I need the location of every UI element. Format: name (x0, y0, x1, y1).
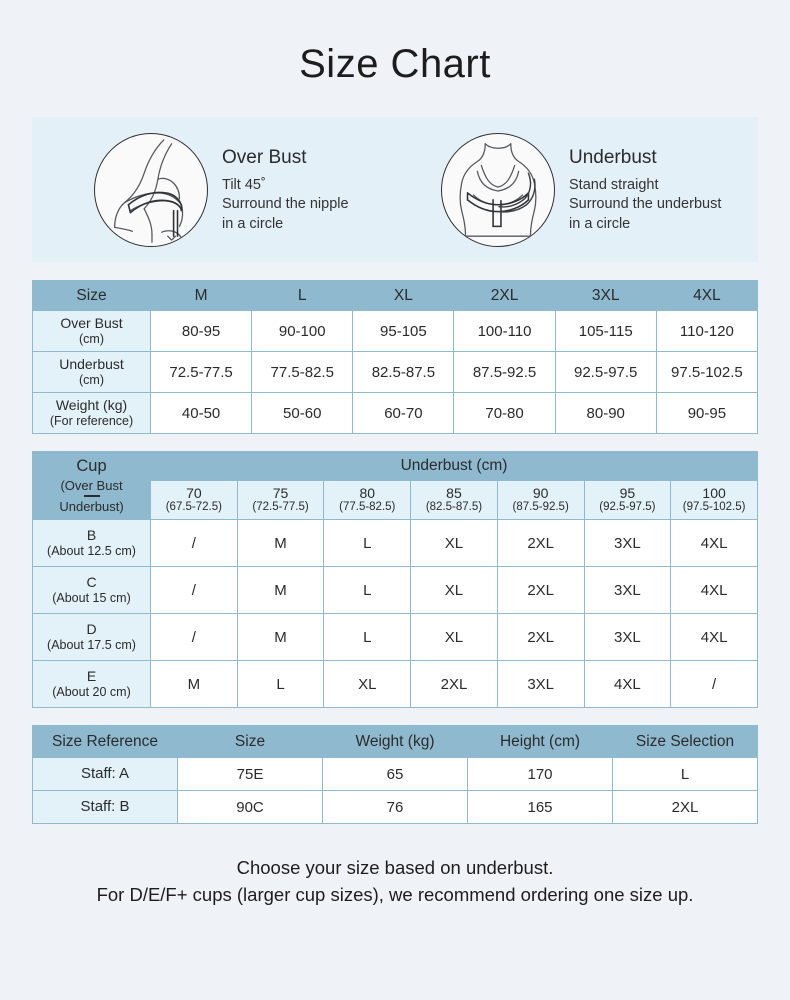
guide-line-1: Tilt 45˚ (222, 177, 266, 194)
row-label-text: Underbust (59, 356, 124, 373)
subheader-size: 95 (619, 485, 636, 502)
subheader-col-90 (497, 481, 584, 520)
cell-weight-4xl: 90-95 (656, 393, 757, 434)
table-header-row (33, 726, 758, 758)
table-row (33, 567, 758, 614)
cell-over-bust-4xl: 110-120 (656, 311, 757, 352)
table-row (33, 352, 758, 393)
corner-line-2: Underbust) (59, 498, 124, 514)
cup-note: (About 12.5 cm) (47, 543, 136, 558)
header-cell-xl: XL (353, 281, 454, 311)
cell-over-bust-xl: 95-105 (353, 311, 454, 352)
cell-e-95: 4XL (584, 661, 671, 708)
guide-line-1: Stand straight (569, 177, 659, 194)
cell-e-75: L (237, 661, 324, 708)
table-header-row (33, 281, 758, 311)
header-cell-2xl: 2XL (454, 281, 555, 311)
subheader-range: (87.5-92.5) (512, 501, 569, 514)
row-label-cup-c (33, 567, 151, 614)
header-cell-size-reference: Size Reference (33, 726, 178, 758)
cell-b-70: / (151, 520, 238, 567)
cell-weight-l: 50-60 (252, 393, 353, 434)
table-row (33, 661, 758, 708)
side-torso-measure-icon (94, 133, 208, 247)
cup-letter: E (86, 668, 97, 685)
cell-staff-a-size: 75E (178, 758, 323, 791)
subheader-col-70 (151, 481, 238, 520)
cup-letter: D (86, 621, 97, 638)
cell-e-85: 2XL (411, 661, 498, 708)
measurement-guide-panel (32, 117, 758, 262)
cell-weight-m: 40-50 (151, 393, 252, 434)
header-cell-weight: Weight (kg) (323, 726, 468, 758)
guide-heading: Underbust (569, 147, 657, 169)
subheader-size: 70 (186, 485, 202, 502)
table-row (33, 614, 758, 661)
subheader-size: 85 (446, 485, 462, 502)
front-torso-measure-icon (441, 133, 555, 247)
cell-over-bust-l: 90-100 (252, 311, 353, 352)
cell-weight-3xl: 80-90 (555, 393, 656, 434)
row-label-unit: (cm) (79, 372, 104, 387)
cell-c-70: / (151, 567, 238, 614)
cell-underbust-2xl: 87.5-92.5 (454, 352, 555, 393)
corner-line-1: (Over Bust (60, 477, 123, 493)
cell-d-85: XL (411, 614, 498, 661)
footer-line-1: Choose your size based on underbust. (236, 857, 554, 878)
row-label-over-bust (33, 311, 151, 352)
corner-cell-cup (33, 452, 151, 520)
size-reference-table (32, 725, 758, 824)
cell-staff-a-weight: 65 (323, 758, 468, 791)
subheader-range: (67.5-72.5) (165, 501, 222, 514)
row-label-cup-d (33, 614, 151, 661)
row-label-text: Over Bust (60, 315, 123, 332)
row-label-cup-b (33, 520, 151, 567)
cell-d-75: M (237, 614, 324, 661)
footer-line-2: For D/E/F+ cups (larger cup sizes), we recommend ordering one size up. (96, 884, 694, 906)
corner-title: Cup (76, 456, 107, 475)
cell-over-bust-3xl: 105-115 (555, 311, 656, 352)
cell-staff-b-selection: 2XL (613, 791, 758, 824)
header-cell-size: Size (178, 726, 323, 758)
guide-text-over-bust (222, 145, 349, 233)
subheader-size: 90 (532, 485, 549, 502)
table-row (33, 393, 758, 434)
subheader-size: 80 (359, 485, 376, 502)
table-row (33, 791, 758, 824)
cell-staff-b-size: 90C (178, 791, 323, 824)
cell-b-85: XL (411, 520, 498, 567)
header-cell-l: L (252, 281, 353, 311)
cell-staff-a-height: 170 (468, 758, 613, 791)
subheader-range: (82.5-87.5) (425, 501, 483, 514)
cell-b-100: 4XL (671, 520, 758, 567)
cup-note: (About 20 cm) (52, 684, 131, 699)
cell-underbust-3xl: 92.5-97.5 (555, 352, 656, 393)
cell-underbust-m: 72.5-77.5 (151, 352, 252, 393)
cup-size-matrix-table (32, 451, 758, 708)
row-label-staff-b: Staff: B (33, 791, 178, 824)
row-label-underbust (33, 352, 151, 393)
cell-underbust-l: 77.5-82.5 (252, 352, 353, 393)
row-label-cup-e (33, 661, 151, 708)
cell-d-90: 2XL (497, 614, 584, 661)
page-title: Size Chart (299, 42, 491, 86)
guide-line-3: in a circle (222, 215, 284, 232)
subheader-col-75 (237, 481, 324, 520)
cell-staff-b-weight: 76 (323, 791, 468, 824)
subheader-col-85 (411, 481, 498, 520)
table-group-header-row (33, 452, 758, 481)
cell-d-95: 3XL (584, 614, 671, 661)
cell-staff-a-selection: L (613, 758, 758, 791)
cell-over-bust-m: 80-95 (151, 311, 252, 352)
guide-line-2: Surround the underbust (569, 196, 722, 213)
guide-line-3: in a circle (569, 215, 631, 232)
subheader-size: 100 (702, 485, 726, 502)
cell-b-95: 3XL (584, 520, 671, 567)
cell-staff-b-height: 165 (468, 791, 613, 824)
cup-note: (About 17.5 cm) (47, 637, 136, 652)
subheader-size: 75 (272, 485, 289, 502)
guide-item-over-bust (32, 133, 411, 247)
cup-note: (About 15 cm) (52, 590, 131, 605)
cup-letter: B (86, 527, 97, 544)
subheader-range: (77.5-82.5) (339, 501, 396, 514)
header-cell-3xl: 3XL (555, 281, 656, 311)
cell-b-75: M (237, 520, 324, 567)
minus-icon (84, 495, 100, 497)
cell-d-70: / (151, 614, 238, 661)
header-cell-size-selection: Size Selection (613, 726, 758, 758)
cell-underbust-4xl: 97.5-102.5 (656, 352, 757, 393)
guide-heading: Over Bust (222, 147, 307, 169)
row-label-weight (33, 393, 151, 434)
cell-weight-2xl: 70-80 (454, 393, 555, 434)
cell-c-80: L (324, 567, 411, 614)
guide-item-underbust (411, 133, 758, 247)
cell-d-100: 4XL (671, 614, 758, 661)
cell-c-95: 3XL (584, 567, 671, 614)
row-label-unit: (cm) (79, 331, 104, 346)
header-cell-size: Size (33, 281, 151, 311)
table-row (33, 311, 758, 352)
cell-over-bust-2xl: 100-110 (454, 311, 555, 352)
table-row (33, 520, 758, 567)
subheader-col-100 (671, 481, 758, 520)
subheader-col-80 (324, 481, 411, 520)
cell-e-80: XL (324, 661, 411, 708)
subheader-col-95 (584, 481, 671, 520)
cell-e-100: / (671, 661, 758, 708)
cell-c-75: M (237, 567, 324, 614)
subheader-range: (72.5-77.5) (252, 501, 309, 514)
subheader-range: (92.5-97.5) (599, 501, 656, 514)
size-measurement-table (32, 280, 758, 434)
table-row (33, 758, 758, 791)
cell-b-90: 2XL (497, 520, 584, 567)
cell-e-70: M (151, 661, 238, 708)
cell-c-100: 4XL (671, 567, 758, 614)
header-cell-4xl: 4XL (656, 281, 757, 311)
footer-notes (32, 841, 758, 909)
group-header-underbust: Underbust (cm) (151, 452, 758, 481)
row-label-staff-a: Staff: A (33, 758, 178, 791)
cell-underbust-xl: 82.5-87.5 (353, 352, 454, 393)
guide-text-underbust (569, 145, 721, 233)
row-label-text: Weight (kg) (55, 397, 128, 414)
cell-c-90: 2XL (497, 567, 584, 614)
cell-weight-xl: 60-70 (353, 393, 454, 434)
subheader-range: (97.5-102.5) (682, 501, 746, 514)
guide-line-2: Surround the nipple (222, 196, 349, 213)
cell-b-80: L (324, 520, 411, 567)
cup-letter: C (86, 574, 97, 591)
header-cell-m: M (151, 281, 252, 311)
row-label-note: (For reference) (49, 413, 134, 428)
cell-d-80: L (324, 614, 411, 661)
cell-e-90: 3XL (497, 661, 584, 708)
cell-c-85: XL (411, 567, 498, 614)
header-cell-height: Height (cm) (468, 726, 613, 758)
